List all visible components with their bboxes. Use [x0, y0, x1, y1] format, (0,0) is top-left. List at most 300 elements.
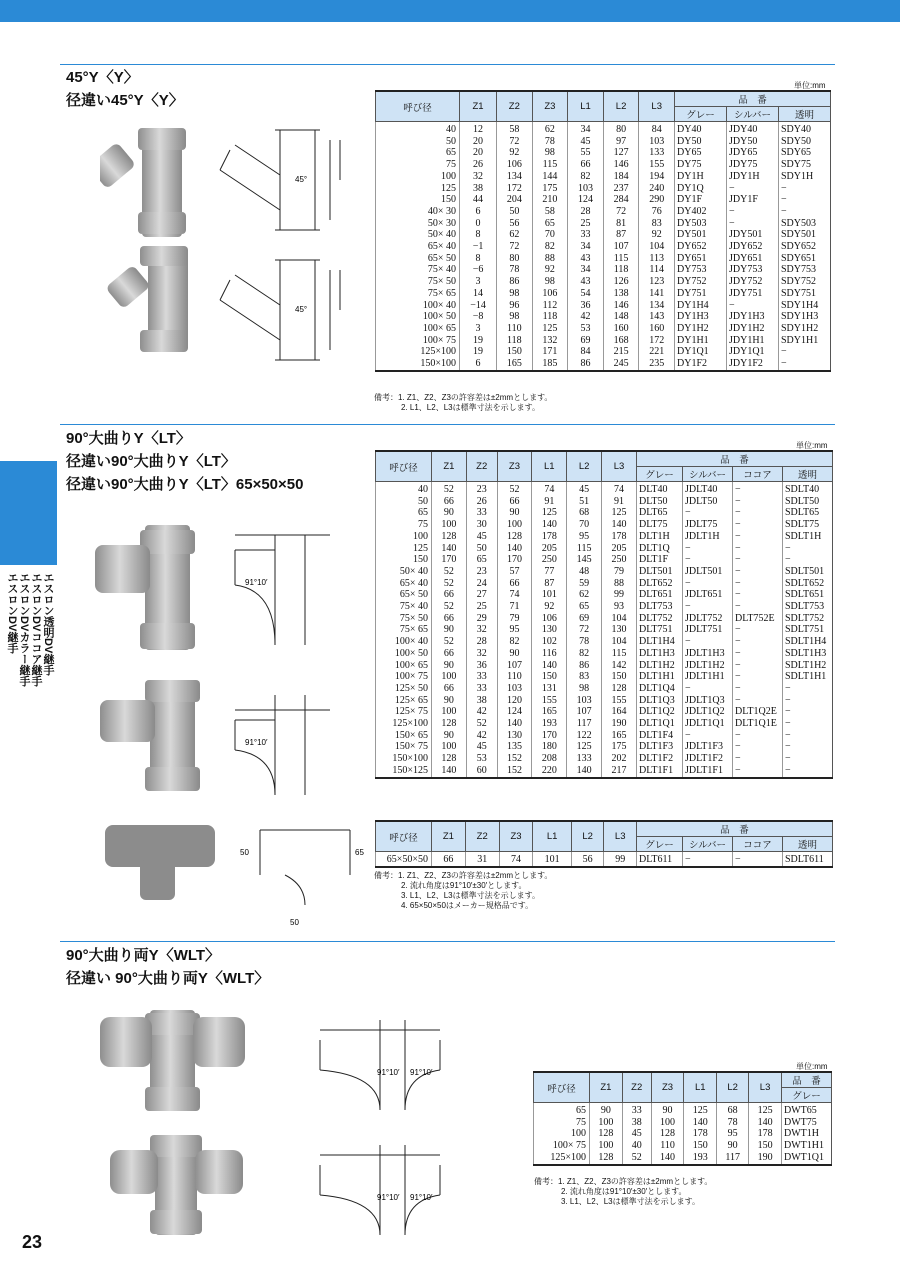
cell-size: 75× 40	[376, 264, 460, 276]
cell-dimension: 107	[497, 660, 532, 672]
cell-dimension: 99	[602, 589, 637, 601]
cell-code: −	[733, 695, 783, 707]
cell-dimension: 83	[567, 671, 602, 683]
col-cocoa: ココア	[733, 467, 783, 482]
cell-dimension: 31	[465, 852, 499, 867]
wlt-illustration	[95, 995, 535, 1245]
table-row	[376, 601, 833, 613]
cell-code: DLT1F1	[637, 765, 683, 778]
cell-dimension: 19	[460, 335, 497, 347]
col-l2: L2	[571, 821, 604, 852]
cell-dimension: 87	[532, 578, 567, 590]
cell-dimension: 118	[532, 311, 568, 323]
cell-size: 150× 65	[376, 730, 432, 742]
cell-size: 100× 65	[376, 660, 432, 672]
cell-dimension: 170	[432, 554, 467, 566]
cell-dimension: 250	[602, 554, 637, 566]
cell-code: DLT1H2	[637, 660, 683, 672]
cell-dimension: 66	[432, 589, 467, 601]
cell-code: SDY752	[779, 276, 831, 288]
cell-dimension: 128	[432, 718, 467, 730]
cell-dimension: 72	[497, 136, 533, 148]
cell-dimension: 100	[590, 1117, 623, 1129]
cell-dimension: 60	[466, 765, 497, 778]
cell-code: SDY652	[779, 241, 831, 253]
cell-code: −	[733, 660, 783, 672]
cell-dimension: 120	[497, 695, 532, 707]
cell-code: −	[733, 554, 783, 566]
cell-dimension: 104	[639, 241, 675, 253]
cell-dimension: 53	[466, 753, 497, 765]
side-label: エスロンDVココア継手	[30, 572, 42, 687]
table-row	[376, 706, 833, 718]
cell-code: −	[783, 753, 833, 765]
cell-size: 40	[376, 122, 460, 136]
cell-dimension: 152	[497, 753, 532, 765]
cell-dimension: 74	[602, 482, 637, 496]
cell-code: DY1H1	[675, 335, 727, 347]
cell-dimension: 175	[602, 741, 637, 753]
table-row	[376, 578, 833, 590]
cell-dimension: 140	[651, 1152, 684, 1165]
cell-dimension: 202	[602, 753, 637, 765]
col-silver: シルバー	[727, 107, 779, 122]
cell-dimension: 86	[568, 358, 604, 371]
table-row	[376, 730, 833, 742]
cell-dimension: 115	[567, 543, 602, 555]
cell-code: JDLT1Q3	[683, 695, 733, 707]
cell-code: DWT75	[782, 1117, 832, 1129]
cell-dimension: 106	[532, 613, 567, 625]
cell-dimension: 66	[568, 159, 604, 171]
cell-dimension: 25	[568, 218, 604, 230]
note-line: 3. L1、L2、L3は標準寸法を示します。	[401, 891, 540, 900]
cell-code: JDY751	[727, 288, 779, 300]
cell-code: SDLT1H	[783, 531, 833, 543]
cell-dimension: 76	[639, 206, 675, 218]
cell-dimension: 135	[497, 741, 532, 753]
cell-code: JDY652	[727, 241, 779, 253]
cell-dimension: 92	[532, 264, 568, 276]
cell-dimension: 3	[460, 276, 497, 288]
cell-size: 150× 75	[376, 741, 432, 753]
cell-dimension: 103	[568, 183, 604, 195]
cell-code: JDLT75	[683, 519, 733, 531]
cell-dimension: 55	[568, 147, 604, 159]
cell-dimension: 52	[497, 482, 532, 496]
cell-code: SDY75	[779, 159, 831, 171]
cell-dimension: 130	[497, 730, 532, 742]
cell-code: DLT1H1	[637, 671, 683, 683]
cell-dimension: 93	[602, 601, 637, 613]
cell-dimension: 84	[639, 122, 675, 136]
cell-code: −	[683, 554, 733, 566]
cell-dimension: 83	[639, 218, 675, 230]
cell-dimension: 138	[603, 288, 639, 300]
cell-dimension: 66	[497, 496, 532, 508]
table-row	[376, 636, 833, 648]
cell-dimension: 126	[603, 276, 639, 288]
cell-dimension: 66	[432, 613, 467, 625]
cell-size: 125× 65	[376, 695, 432, 707]
cell-code: JDY40	[727, 122, 779, 136]
cell-code: DWT1Q1	[782, 1152, 832, 1165]
cell-code: DLT1Q1E	[733, 718, 783, 730]
col-l2: L2	[567, 451, 602, 482]
cell-dimension: 146	[603, 300, 639, 312]
cell-code: DY753	[675, 264, 727, 276]
cell-dimension: 133	[639, 147, 675, 159]
cell-code: JDY75	[727, 159, 779, 171]
cell-dimension: 34	[568, 122, 604, 136]
cell-dimension: 59	[567, 578, 602, 590]
cell-code: DLT751	[637, 624, 683, 636]
cell-dimension: 20	[460, 147, 497, 159]
cell-dimension: 79	[497, 613, 532, 625]
cell-code: −	[733, 519, 783, 531]
section-title: 90°大曲り両Y〈WLT〉	[66, 947, 221, 964]
cell-size: 75	[376, 519, 432, 531]
cell-code: −	[733, 765, 783, 778]
table-row	[376, 241, 831, 253]
cell-size: 100	[376, 531, 432, 543]
section-title: 45°Y〈Y〉	[66, 69, 139, 86]
cell-dimension: 65	[466, 554, 497, 566]
cell-code: JDY1H	[727, 171, 779, 183]
cell-code: SDY50	[779, 136, 831, 148]
cell-dimension: 86	[497, 276, 533, 288]
cell-size: 75	[534, 1117, 590, 1129]
cell-code: DLT65	[637, 507, 683, 519]
cell-code: JDY1F2	[727, 358, 779, 371]
cell-code: SDLT75	[783, 519, 833, 531]
col-z1: Z1	[590, 1072, 623, 1103]
cell-dimension: 128	[432, 531, 467, 543]
notes	[374, 393, 552, 413]
lt-illustration	[90, 505, 370, 935]
cell-dimension: 90	[432, 695, 467, 707]
lt-special-table	[375, 820, 833, 868]
cell-code: −	[783, 543, 833, 555]
cell-code: SDY1H1	[779, 335, 831, 347]
table-row	[376, 206, 831, 218]
cell-code: −	[727, 183, 779, 195]
col-size: 呼び径	[376, 91, 460, 122]
cell-dimension: 28	[466, 636, 497, 648]
cell-code: −	[783, 554, 833, 566]
cell-dimension: 204	[497, 194, 533, 206]
col-l3: L3	[749, 1072, 782, 1103]
table-row	[534, 1117, 832, 1129]
table-row	[534, 1103, 832, 1117]
table-row	[376, 683, 833, 695]
cell-code: SDLT501	[783, 566, 833, 578]
cell-dimension: 134	[639, 300, 675, 312]
cell-size: 100	[376, 171, 460, 183]
cell-code: SDY501	[779, 229, 831, 241]
cell-dimension: 77	[532, 566, 567, 578]
table-row	[376, 613, 833, 625]
cell-dimension: 45	[466, 741, 497, 753]
cell-code: DY65	[675, 147, 727, 159]
cell-dimension: 53	[568, 323, 604, 335]
cell-dimension: 130	[602, 624, 637, 636]
cell-code: SDLT65	[783, 507, 833, 519]
cell-code: JDY651	[727, 253, 779, 265]
cell-dimension: 34	[568, 264, 604, 276]
cell-code: DLT652	[637, 578, 683, 590]
cell-dimension: 90	[497, 507, 532, 519]
cell-dimension: 90	[432, 730, 467, 742]
cell-code: SDLT50	[783, 496, 833, 508]
cell-dimension: 70	[567, 519, 602, 531]
cell-dimension: 103	[639, 136, 675, 148]
side-label: エスロンDV継手	[6, 572, 18, 654]
cell-dimension: 70	[532, 229, 568, 241]
cell-size: 40× 30	[376, 206, 460, 218]
cell-dimension: 8	[460, 229, 497, 241]
cell-dimension: 38	[466, 695, 497, 707]
cell-dimension: 98	[567, 683, 602, 695]
wye45-illustration	[100, 120, 360, 380]
cell-size: 125	[376, 183, 460, 195]
cell-code: DLT1F	[637, 554, 683, 566]
section-title: 90°大曲りY〈LT〉	[66, 430, 191, 447]
section-subtitle: 径違い90°大曲りY〈LT〉	[66, 453, 236, 470]
cell-code: DY501	[675, 229, 727, 241]
cell-dimension: 172	[497, 183, 533, 195]
cell-dimension: 128	[651, 1128, 684, 1140]
cell-dimension: −1	[460, 241, 497, 253]
cell-code: −	[727, 218, 779, 230]
table-row	[376, 741, 833, 753]
table-row	[376, 358, 831, 371]
cell-dimension: 72	[567, 624, 602, 636]
cell-dimension: 221	[639, 346, 675, 358]
angle-label: 91°10′	[245, 738, 268, 747]
cell-code: DLT752E	[733, 613, 783, 625]
cell-dimension: 56	[497, 218, 533, 230]
col-z3: Z3	[497, 451, 532, 482]
cell-dimension: 131	[532, 683, 567, 695]
col-z2: Z2	[465, 821, 499, 852]
cell-code: DY751	[675, 288, 727, 300]
cell-size: 150	[376, 194, 460, 206]
section-subtitle: 径違い90°大曲りY〈LT〉65×50×50	[66, 476, 304, 493]
cell-dimension: 27	[466, 589, 497, 601]
cell-code: DLT1Q1	[637, 718, 683, 730]
cell-dimension: 125	[532, 323, 568, 335]
side-index-tab	[0, 461, 57, 565]
cell-dimension: 117	[717, 1152, 749, 1165]
cell-code: JDY1H1	[727, 335, 779, 347]
cell-dimension: 217	[602, 765, 637, 778]
cell-dimension: 45	[466, 531, 497, 543]
cell-dimension: 104	[602, 636, 637, 648]
cell-dimension: 164	[602, 706, 637, 718]
cell-size: 50	[376, 496, 432, 508]
cell-dimension: 104	[602, 613, 637, 625]
cell-dimension: 92	[639, 229, 675, 241]
cell-code: DY1Q1	[675, 346, 727, 358]
cell-dimension: 20	[460, 136, 497, 148]
table-row	[376, 122, 831, 136]
cell-dimension: 205	[532, 543, 567, 555]
cell-size: 150×125	[376, 765, 432, 778]
cell-dimension: 100	[497, 519, 532, 531]
cell-dimension: 240	[639, 183, 675, 195]
angle-label: 91°10′	[377, 1193, 400, 1202]
cell-code: DWT1H	[782, 1128, 832, 1140]
cell-dimension: 80	[603, 122, 639, 136]
cell-dimension: 155	[602, 695, 637, 707]
cell-dimension: 62	[532, 122, 568, 136]
cell-size: 100× 40	[376, 636, 432, 648]
table-row	[376, 171, 831, 183]
cell-dimension: 284	[603, 194, 639, 206]
cell-dimension: 68	[567, 507, 602, 519]
cell-code: SDLT751	[783, 624, 833, 636]
cell-dimension: −6	[460, 264, 497, 276]
cell-dimension: 193	[532, 718, 567, 730]
cell-code: SDY753	[779, 264, 831, 276]
wye45-spec-table	[375, 90, 831, 372]
cell-code: SDLT611	[783, 852, 833, 867]
cell-code: −	[733, 578, 783, 590]
table-row	[376, 346, 831, 358]
cell-dimension: 34	[568, 241, 604, 253]
cell-dimension: 142	[602, 660, 637, 672]
cell-code: JDLT40	[683, 482, 733, 496]
cell-code: JDLT501	[683, 566, 733, 578]
cell-dimension: 128	[497, 531, 532, 543]
col-clear: 透明	[779, 107, 831, 122]
cell-code: JDLT751	[683, 624, 733, 636]
cell-dimension: 110	[497, 323, 533, 335]
cell-dimension: 184	[603, 171, 639, 183]
cell-dimension: 143	[639, 311, 675, 323]
cell-code: JDLT1F3	[683, 741, 733, 753]
cell-code: DLT40	[637, 482, 683, 496]
cell-code: −	[733, 624, 783, 636]
cell-code: SDLT1H4	[783, 636, 833, 648]
cell-dimension: 38	[622, 1117, 651, 1129]
table-row	[376, 496, 833, 508]
cell-code: −	[733, 589, 783, 601]
cell-dimension: 150	[684, 1140, 717, 1152]
angle-label: 91°10′	[377, 1068, 400, 1077]
cell-dimension: 115	[532, 159, 568, 171]
cell-dimension: 66	[432, 496, 467, 508]
cell-dimension: 106	[497, 159, 533, 171]
cell-dimension: 107	[603, 241, 639, 253]
cell-dimension: 128	[602, 683, 637, 695]
cell-dimension: 45	[568, 136, 604, 148]
cell-dimension: 165	[602, 730, 637, 742]
cell-dimension: 3	[460, 323, 497, 335]
cell-dimension: 178	[749, 1128, 782, 1140]
col-z3: Z3	[499, 821, 533, 852]
cell-dimension: 235	[639, 358, 675, 371]
cell-dimension: 6	[460, 358, 497, 371]
table-row	[534, 1152, 832, 1165]
cell-dimension: 82	[497, 636, 532, 648]
cell-dimension: 72	[497, 241, 533, 253]
cell-dimension: 33	[568, 229, 604, 241]
cell-size: 75× 40	[376, 601, 432, 613]
cell-dimension: 122	[567, 730, 602, 742]
cell-code: −	[733, 496, 783, 508]
cell-dimension: 178	[684, 1128, 717, 1140]
cell-dimension: 106	[532, 288, 568, 300]
cell-dimension: 98	[497, 311, 533, 323]
cell-dimension: 51	[567, 496, 602, 508]
cell-code: JDY50	[727, 136, 779, 148]
col-code: 品 番	[675, 91, 831, 107]
table-row	[376, 718, 833, 730]
cell-size: 50× 30	[376, 218, 460, 230]
cell-dimension: 28	[568, 206, 604, 218]
cell-dimension: 150	[532, 671, 567, 683]
cell-code: DLT753	[637, 601, 683, 613]
cell-dimension: 78	[567, 636, 602, 648]
cell-code: DLT1H3	[637, 648, 683, 660]
cell-dimension: 36	[466, 660, 497, 672]
cell-dimension: 29	[466, 613, 497, 625]
cell-dimension: 90	[590, 1103, 623, 1117]
cell-code: SDLT1H2	[783, 660, 833, 672]
dimension-label: 65	[355, 848, 364, 857]
cell-dimension: 79	[602, 566, 637, 578]
cell-dimension: 86	[567, 660, 602, 672]
note-line: 2. L1、L2、L3は標準寸法を示します。	[401, 403, 540, 412]
cell-dimension: 100	[432, 671, 467, 683]
cell-code: SDY1H4	[779, 300, 831, 312]
cell-dimension: 30	[466, 519, 497, 531]
table-row	[376, 671, 833, 683]
cell-dimension: 125	[749, 1103, 782, 1117]
cell-size: 100× 75	[376, 671, 432, 683]
cell-size: 40	[376, 482, 432, 496]
cell-dimension: 66	[497, 578, 532, 590]
cell-size: 150×100	[376, 753, 432, 765]
cell-dimension: 208	[532, 753, 567, 765]
table-row	[376, 136, 831, 148]
cell-dimension: 165	[532, 706, 567, 718]
cell-dimension: 123	[639, 276, 675, 288]
cell-dimension: 124	[568, 194, 604, 206]
cell-dimension: 98	[497, 288, 533, 300]
cell-dimension: 78	[532, 136, 568, 148]
cell-dimension: 42	[466, 730, 497, 742]
col-silver: シルバー	[683, 837, 733, 852]
cell-dimension: −14	[460, 300, 497, 312]
cell-code: −	[783, 718, 833, 730]
cell-size: 125× 75	[376, 706, 432, 718]
cell-dimension: 140	[497, 543, 532, 555]
cell-dimension: 62	[497, 229, 533, 241]
cell-dimension: 124	[497, 706, 532, 718]
col-l3: L3	[602, 451, 637, 482]
cell-code: DWT65	[782, 1103, 832, 1117]
cell-code: JDLT1H3	[683, 648, 733, 660]
angle-label: 91°10′	[410, 1193, 433, 1202]
cell-code: −	[733, 482, 783, 496]
cell-code: −	[683, 683, 733, 695]
table-row	[376, 566, 833, 578]
cell-code: JDLT1H1	[683, 671, 733, 683]
cell-dimension: 110	[497, 671, 532, 683]
